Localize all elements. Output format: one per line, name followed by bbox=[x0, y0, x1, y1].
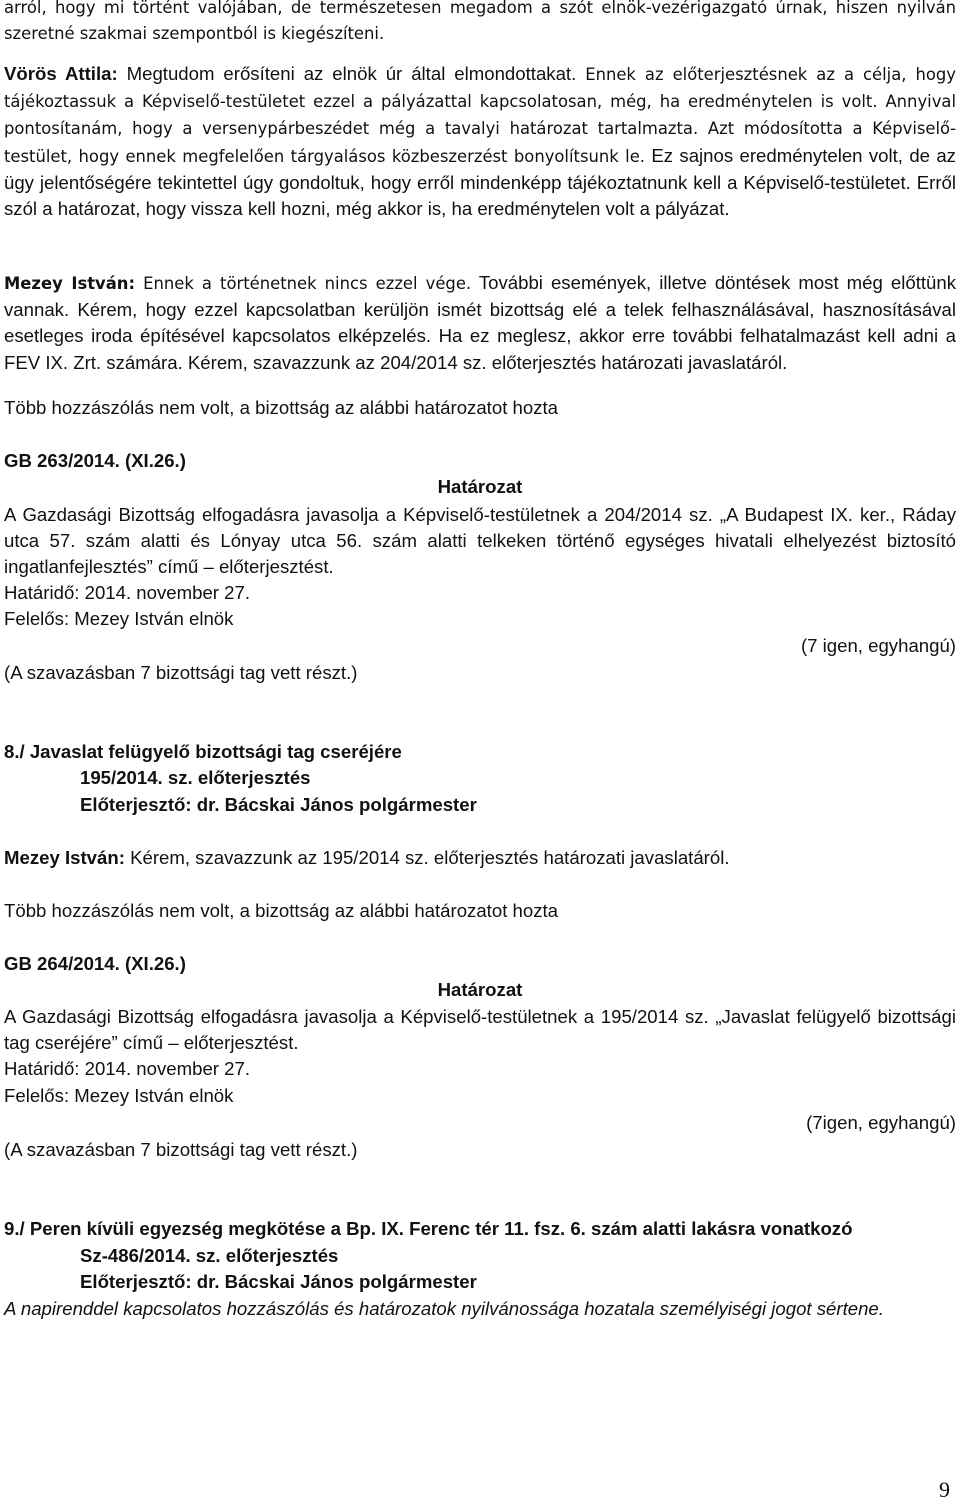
no-more-comments-1: Több hozzászólás nem volt, a bizottság az alábbi határozatot hozta bbox=[4, 397, 559, 418]
mezey2-text: Kérem, szavazzunk az 195/2014 sz. előterjesztés határozati javaslatáról. bbox=[124, 847, 730, 868]
speaker-mezey-2: Mezey István: bbox=[4, 847, 125, 868]
item-8-heading: 8./ Javaslat felügyelő bizottsági tag cseréjére bbox=[4, 741, 402, 762]
attila-text-4: Ez sajnos eredménytelen volt, de az ügy jelentőségére tekintettel úgy gondoltuk, hogy erről mindenképp tájékoztatnunk kell a Képviselő-testületet. Erről szól a határozat, hogy vissza kell hozni, még akkor is, ha eredménytelen volt a pályázat. bbox=[4, 144, 956, 220]
item-8-doc: 195/2014. sz. előterjesztés bbox=[80, 767, 311, 788]
attila-text-1: Megtudom erősíteni az elnök úr által elmondottakat. bbox=[117, 63, 586, 84]
resolution-1-deadline: Határidő: 2014. november 27. bbox=[4, 582, 251, 603]
resolution-1-number: GB 263/2014. (XI.26.) bbox=[4, 450, 186, 471]
item-9-heading: 9./ Peren kívüli egyezség megkötése a Bp. IX. Ferenc tér 11. fsz. 6. szám alatti lakásra vonatkozó bbox=[4, 1218, 853, 1239]
mezey-paragraph-1 bbox=[4, 270, 956, 376]
page-number: 9 bbox=[939, 1477, 950, 1502]
resolution-1-participants: (A szavazásban 7 bizottsági tag vett részt.) bbox=[4, 662, 358, 683]
attila-text-2: Ennek az előterjesztésnek az a célja, hogy tájékoztassuk a Képviselő-testületet ezzel a pályázattal kapcsolatosan, még, ha eredménytelen is volt. Annyival pontosítanám, hogy a versenypárbeszédet még a tavalyi határozat tartalmazta. bbox=[4, 65, 956, 139]
mezey1-text-2: További események, illetve döntések most még előttünk vannak. Kérem, hogy ezzel kapcsolatban kerüljön ismét bizottság elé a telek felhasználásával, hasznosításával esetleges iroda építésével kapcsolatos elképzelés. Ha ez meglesz, akkor erre további felhatalmazást kell adni a FEV IX. Zrt. számára. Kérem, szavazzunk az 204/2014 sz. előterjesztés határozati javaslatáról. bbox=[4, 272, 957, 373]
resolution-1-title: Határozat bbox=[437, 476, 523, 497]
intro-paragraph bbox=[4, 0, 956, 47]
intro-text: arról, hogy mi történt valójában, de természetesen megadom a szót elnök-vezérigazgató úrnak, hiszen nyilván szeretné szakmai szempontból is kiegészíteni. bbox=[4, 0, 956, 44]
mezey-paragraph-2 bbox=[4, 845, 730, 871]
item-8-presenter: Előterjesztő: dr. Bácskai János polgármester bbox=[80, 794, 477, 815]
no-more-comments-2: Több hozzászólás nem volt, a bizottság az alábbi határozatot hozta bbox=[4, 900, 559, 921]
attila-paragraph bbox=[4, 61, 956, 222]
speaker-mezey-1: Mezey István: bbox=[4, 274, 136, 293]
resolution-2-body: A Gazdasági Bizottság elfogadásra javasolja a Képviselő-testületnek a 195/2014 sz. „Javaslat felügyelő bizottsági tag cseréjére” című – előterjesztést. bbox=[4, 1006, 956, 1054]
mezey1-text-1: Ennek a történetnek nincs ezzel vége. bbox=[135, 274, 472, 293]
resolution-1-vote: (7 igen, egyhangú) bbox=[800, 635, 956, 656]
speaker-attila: Vörös Attila: bbox=[4, 63, 118, 84]
resolution-2-responsible: Felelős: Mezey István elnök bbox=[4, 1085, 234, 1106]
resolution-1-responsible: Felelős: Mezey István elnök bbox=[4, 608, 234, 629]
resolution-2-deadline: Határidő: 2014. november 27. bbox=[4, 1058, 251, 1079]
resolution-2-number: GB 264/2014. (XI.26.) bbox=[4, 953, 186, 974]
resolution-1-body: A Gazdasági Bizottság elfogadásra javasolja a Képviselő-testületnek a 204/2014 sz. „A Budapest IX. ker., Ráday utca 57. szám alatti és Lónyay utca 56. szám alatti telkeken történő egységes hivatali elhelyezést biztosító ingatlanfejlesztés” című – előterjesztést. bbox=[4, 504, 956, 578]
resolution-2-title: Határozat bbox=[437, 979, 523, 1000]
item-9-doc: Sz-486/2014. sz. előterjesztés bbox=[80, 1245, 339, 1266]
item-9-note: A napirenddel kapcsolatos hozzászólás és határozatok nyilvánossága hozatala személyiségi jogot sértene. bbox=[4, 1298, 884, 1319]
attila-text-3: Azt módosította a Képviselő-testület, hogy ennek megfelelően tárgyalásos közbeszerzést bonyolítsunk le. bbox=[4, 119, 957, 166]
resolution-2-participants: (A szavazásban 7 bizottsági tag vett részt.) bbox=[4, 1139, 358, 1160]
item-9-presenter: Előterjesztő: dr. Bácskai János polgármester bbox=[80, 1271, 477, 1292]
resolution-2-vote: (7igen, egyhangú) bbox=[806, 1112, 956, 1133]
